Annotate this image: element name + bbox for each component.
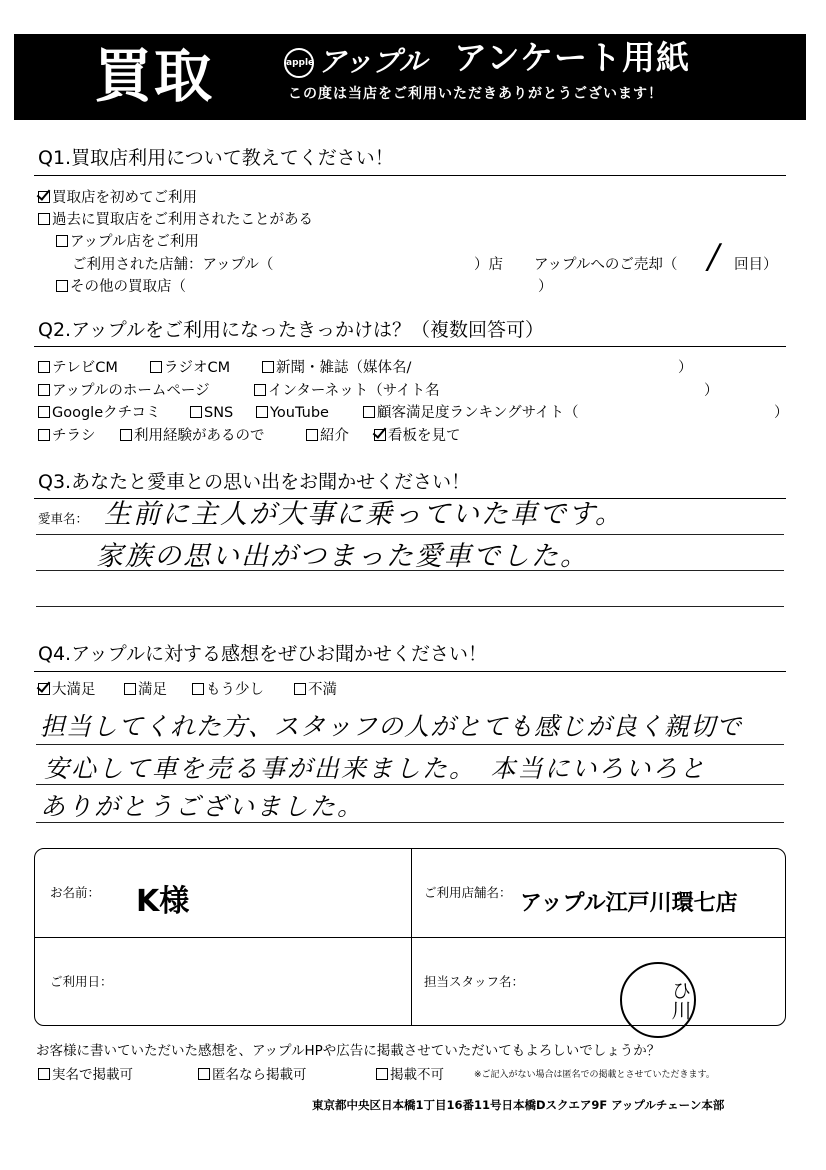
q1-sales-count-handwritten: / [708,237,722,277]
q2-option-radio[interactable] [150,359,230,377]
checkbox-icon[interactable] [120,429,132,441]
q4-writing-line [36,744,784,745]
q1-sales-label: アップルへのご売却（ [534,257,678,273]
q3-writing-line [36,570,784,571]
q4-answer-line3: ありがとうございました。 [40,792,365,821]
q4-answer-line1: 担当してくれた方、スタッフの人がとても感じが良く親切で [40,712,743,741]
checkbox-icon[interactable] [38,384,50,396]
apple-logo [284,44,427,80]
q1-store-label: ご利用された店舗：アップル（ [72,257,274,273]
q2-option-youtube[interactable] [256,404,329,422]
q2-option-google-label: Googleクチコミ [52,405,161,421]
apple-logo-icon: apple [284,48,314,78]
checkbox-icon[interactable] [56,235,68,247]
publish-question: お客様に書いていただいた感想を、アップルHPや広告に掲載させていただいてもよろしいでしょうか？ [36,1043,661,1059]
q2-option-internet[interactable] [254,382,440,400]
checkbox-icon[interactable] [38,213,50,225]
kaitori-title: 買取 [94,42,215,110]
box-divider [35,937,785,938]
checkbox-icon[interactable] [198,1068,210,1080]
q1-other-close: ） [538,279,553,295]
publish-option-real-name-label: 実名で掲載可 [52,1067,133,1083]
q4-option-very-satisfied[interactable] [38,681,96,699]
q2-option-experience[interactable] [120,427,265,445]
q1-sales-close: 回目） [734,257,778,273]
checkbox-icon[interactable] [38,429,50,441]
q2-option-signboard-label: 看板を見て [388,428,461,444]
checkbox-icon[interactable] [150,361,162,373]
q2-option-radio-label: ラジオCM [164,360,231,376]
q3-writing-line [36,534,784,535]
q2-option-google[interactable] [38,404,161,422]
q1-rule [34,175,786,176]
checkbox-checked-icon[interactable] [374,429,386,441]
checkbox-icon[interactable] [38,361,50,373]
q3-writing-line [36,606,784,607]
checkbox-icon[interactable] [254,384,266,396]
q2-option-ranking-label: 顧客満足度ランキングサイト（ [377,405,579,421]
q3-answer-line1: 生前に主人が大事に乗っていた車です。 [104,499,624,530]
staff-seal-stamp: ひ川 [620,962,696,1038]
q2-option-homepage-label: アップルのホームページ [52,383,210,399]
q2-title: Q2.アップルをご利用になったきっかけは？（複数回答可） [38,319,544,341]
checkbox-icon[interactable] [363,406,375,418]
q4-answer-line2: 安心して車を売る事が出来ました。 本当にいろいろと [44,754,707,783]
q2-option-ranking[interactable] [363,404,579,422]
name-value[interactable]: K様 [136,884,190,919]
q1-option-first[interactable] [38,189,197,207]
checkbox-icon[interactable] [38,1068,50,1080]
q1-option-past-label: 過去に買取店をご利用されたことがある [52,212,313,228]
publish-option-no-label: 掲載不可 [390,1067,444,1083]
q2-option-sns[interactable] [190,404,233,422]
q2-option-signboard[interactable] [374,427,461,445]
q3-car-label: 愛車名： [38,511,89,526]
q2-ranking-close: ） [774,405,789,421]
q2-option-homepage[interactable] [38,382,210,400]
q2-option-news[interactable] [262,359,411,377]
publish-note: ※ご記入がない場合は匿名での掲載とさせていただきます。 [474,1070,715,1080]
publish-option-no[interactable] [376,1066,444,1084]
checkbox-checked-icon[interactable] [38,683,50,695]
q2-internet-close: ） [704,383,719,399]
checkbox-icon[interactable] [262,361,274,373]
store-label: ご利用店舗名： [424,885,512,900]
checkbox-icon[interactable] [294,683,306,695]
q2-option-flyer-label: チラシ [52,428,96,444]
checkbox-checked-icon[interactable] [38,191,50,203]
publish-option-anonymous-label: 匿名なら掲載可 [212,1067,307,1083]
q2-option-youtube-label: YouTube [270,405,329,421]
staff-label: 担当スタッフ名： [424,974,525,989]
q1-option-past[interactable] [38,211,313,229]
q2-option-tv[interactable] [38,359,118,377]
q3-title: Q3.あなたと愛車との思い出をお聞かせください！ [38,471,471,493]
q2-option-tv-label: テレビCM [52,360,118,376]
date-label: ご利用日： [50,974,113,989]
q2-option-internet-label: インターネット（サイト名 [268,383,440,399]
q3-answer-line2: 家族の思い出がつまった愛車でした。 [96,541,589,572]
q2-option-flyer[interactable] [38,427,96,445]
thanks-subtitle: この度は当店をご利用いただきありがとうございます！ [288,86,663,102]
q1-option-other[interactable] [56,278,186,296]
header-banner [14,34,806,120]
logo-text: アップル [318,45,427,78]
survey-title: アンケート用紙 [454,38,691,77]
q4-title: Q4.アップルに対する感想をぜひお聞かせください！ [38,643,487,665]
checkbox-icon[interactable] [376,1068,388,1080]
q2-rule [34,346,786,347]
checkbox-icon[interactable] [256,406,268,418]
publish-option-anonymous[interactable] [198,1066,307,1084]
q4-writing-line [36,784,784,785]
checkbox-icon[interactable] [190,406,202,418]
q1-option-first-label: 買取店を初めてご利用 [52,190,197,206]
checkbox-icon[interactable] [192,683,204,695]
q2-option-intro[interactable] [306,427,349,445]
publish-option-real-name[interactable] [38,1066,133,1084]
q4-option-somewhat-label: もう少し [206,682,264,698]
q1-store-close: ）店 [474,257,503,273]
q1-option-apple-label: アップル店をご利用 [70,234,199,250]
hq-address: 東京都中央区日本橋1丁目16番11号日本橋Dスクエア9F アップルチェーン本部 [312,1098,725,1112]
q2-option-experience-label: 利用経験があるので [134,428,265,444]
q4-writing-line [36,822,784,823]
name-label: お名前： [50,885,101,900]
q4-option-satisfied-label: 満足 [138,682,167,698]
q2-news-close: ） [678,360,693,376]
q4-option-satisfied[interactable] [124,681,167,699]
q4-rule [34,671,786,672]
q4-option-dissatisfied[interactable] [294,681,337,699]
checkbox-icon[interactable] [124,683,136,695]
q4-option-somewhat[interactable] [192,681,264,699]
q1-title: Q1.買取店利用について教えてください！ [38,147,394,169]
checkbox-icon[interactable] [56,280,68,292]
q2-option-news-label: 新聞・雑誌（媒体名/ [276,360,412,376]
q1-option-apple[interactable] [56,233,199,251]
q4-option-dissatisfied-label: 不満 [308,682,337,698]
q2-option-sns-label: SNS [204,405,234,421]
q4-option-very-satisfied-label: 大満足 [52,682,96,698]
store-value-stamp: アップル江戸川環七店 [520,890,738,916]
q2-option-intro-label: 紹介 [320,428,349,444]
q1-option-other-label: その他の買取店（ [70,279,186,295]
checkbox-icon[interactable] [38,406,50,418]
checkbox-icon[interactable] [306,429,318,441]
